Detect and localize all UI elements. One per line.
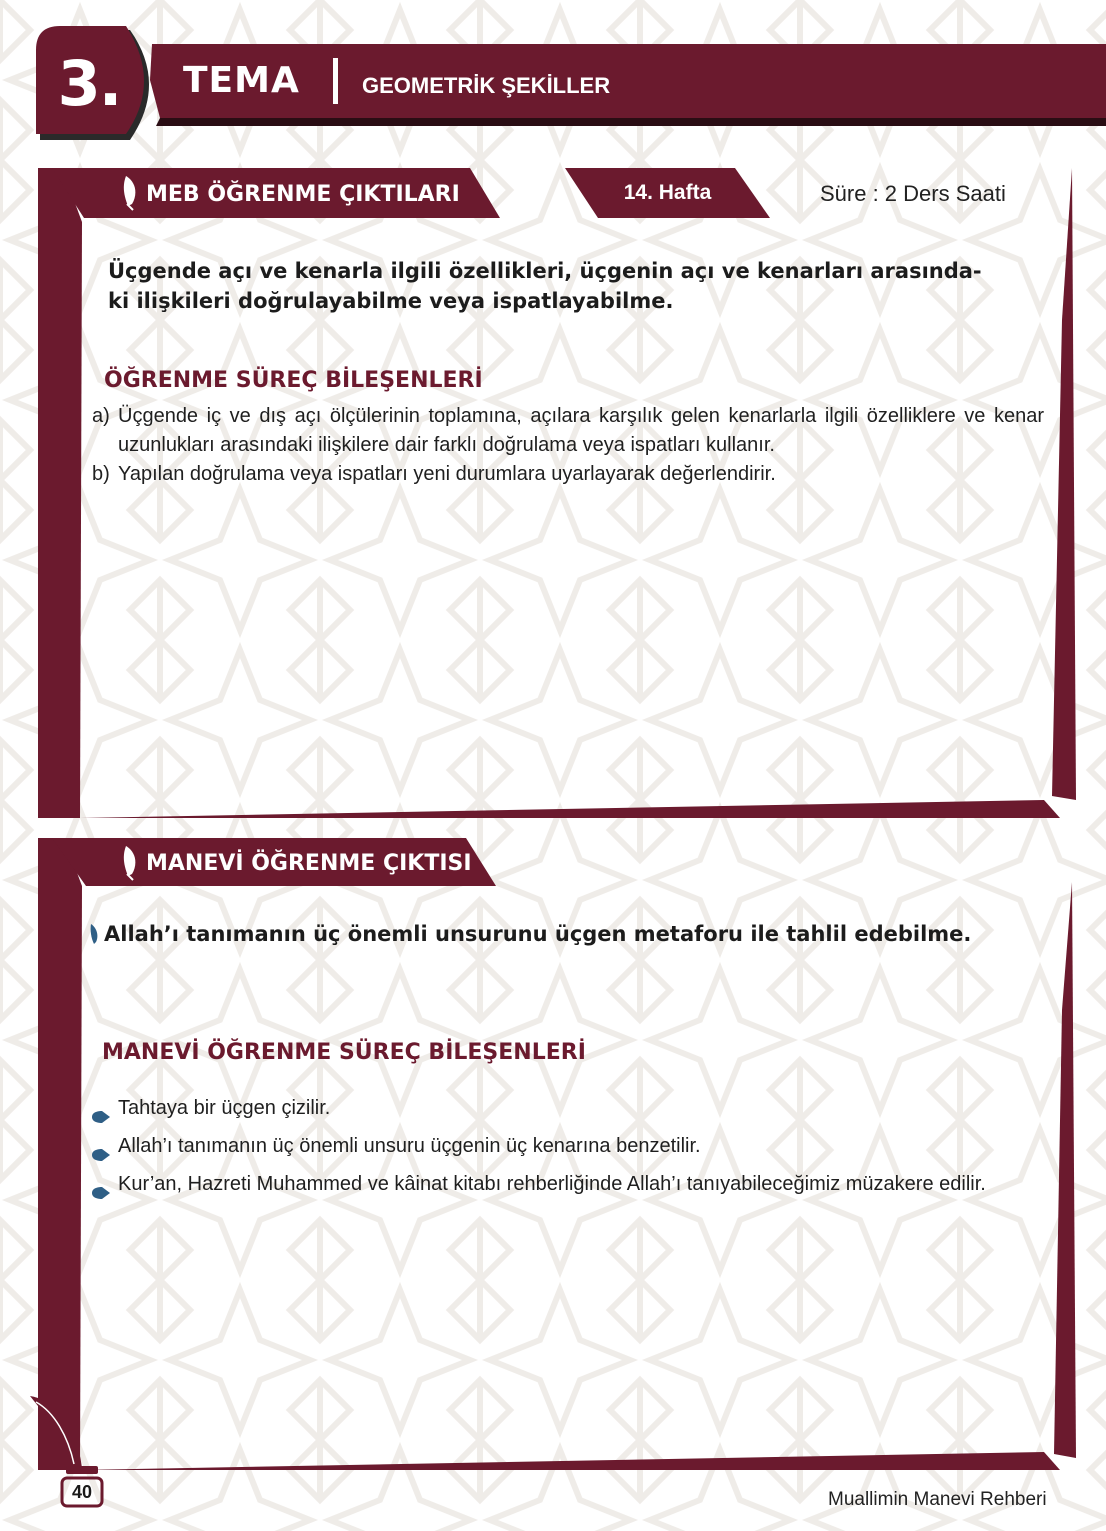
bullet-icon — [92, 1094, 118, 1132]
list-item — [92, 460, 1044, 489]
theme-label: TEMA — [183, 60, 300, 101]
book-title: Muallimin Manevi Rehberi — [828, 1489, 1047, 1510]
page-number: 40 — [71, 1482, 93, 1502]
bullet-icon — [92, 1170, 118, 1208]
list-item — [92, 1094, 1032, 1132]
meb-outcome-line1: Üçgende açı ve kenarla ilgili özellikleri, üçgenin açı ve kenarları arasında- — [108, 259, 982, 283]
section1-left-bar — [38, 168, 82, 818]
header-separator — [333, 58, 338, 104]
section1-bottom-bar — [80, 800, 1060, 818]
list-item-text: Üçgende iç ve dış açı ölçülerinin toplamına, açılara karşılık gelen kenarlarla ilgili özelliklere ve kenar uzunlukları arasındaki ilişkilere dair farklı doğrulama veya ispatları kullanır. — [118, 405, 1044, 456]
section2-right-bar — [1054, 882, 1076, 1458]
list-item — [92, 1170, 1032, 1208]
list-marker: b) — [92, 463, 110, 485]
theme-title: GEOMETRİK ŞEKİLLER — [362, 73, 611, 98]
list-item-text: Yapılan doğrulama veya ispatları yeni durumlara uyarlayarak değerlendirir. — [118, 463, 776, 485]
list-item-text: Kur’an, Hazreti Muhammed ve kâinat kitabı rehberliğinde Allah’ı tanıyabileceğimiz müzakere edilir. — [118, 1173, 986, 1195]
list-item — [92, 1132, 1032, 1170]
spiritual-components-list — [92, 1094, 1032, 1208]
meb-outcome-line2: ki ilişkileri doğrulayabilme veya ispatlayabilme. — [108, 289, 674, 313]
list-item-text: Allah’ı tanımanın üç önemli unsuru üçgenin üç kenarına benzetilir. — [118, 1135, 701, 1157]
components-heading: ÖĞRENME SÜREÇ BİLEŞENLERİ — [104, 368, 483, 393]
components-list — [92, 402, 1044, 489]
list-item-text: Tahtaya bir üçgen çizilir. — [118, 1097, 331, 1119]
list-item — [92, 402, 1044, 460]
meb-banner-title: MEB ÖĞRENME ÇIKTILARI — [146, 182, 460, 207]
spiritual-components-heading: MANEVİ ÖĞRENME SÜREÇ BİLEŞENLERİ — [102, 1040, 586, 1065]
duration-label: Süre : 2 Ders Saati — [820, 181, 1006, 206]
theme-number: 3. — [57, 47, 121, 120]
header-bar-shadow — [156, 118, 1106, 126]
list-marker: a) — [92, 405, 110, 427]
spiritual-banner-title: MANEVİ ÖĞRENME ÇIKTISI — [146, 851, 472, 876]
section2-bottom-bar — [80, 1452, 1060, 1470]
section2-left-bar — [38, 838, 82, 1470]
spiritual-outcome — [90, 922, 971, 946]
bullet-icon — [92, 1132, 118, 1170]
section1-right-bar — [1052, 168, 1076, 800]
spiritual-outcome-text: Allah’ı tanımanın üç önemli unsurunu üçgen metaforu ile tahlil edebilme. — [104, 922, 972, 946]
meb-outcome — [108, 256, 1018, 316]
week-label: 14. Hafta — [623, 181, 712, 204]
